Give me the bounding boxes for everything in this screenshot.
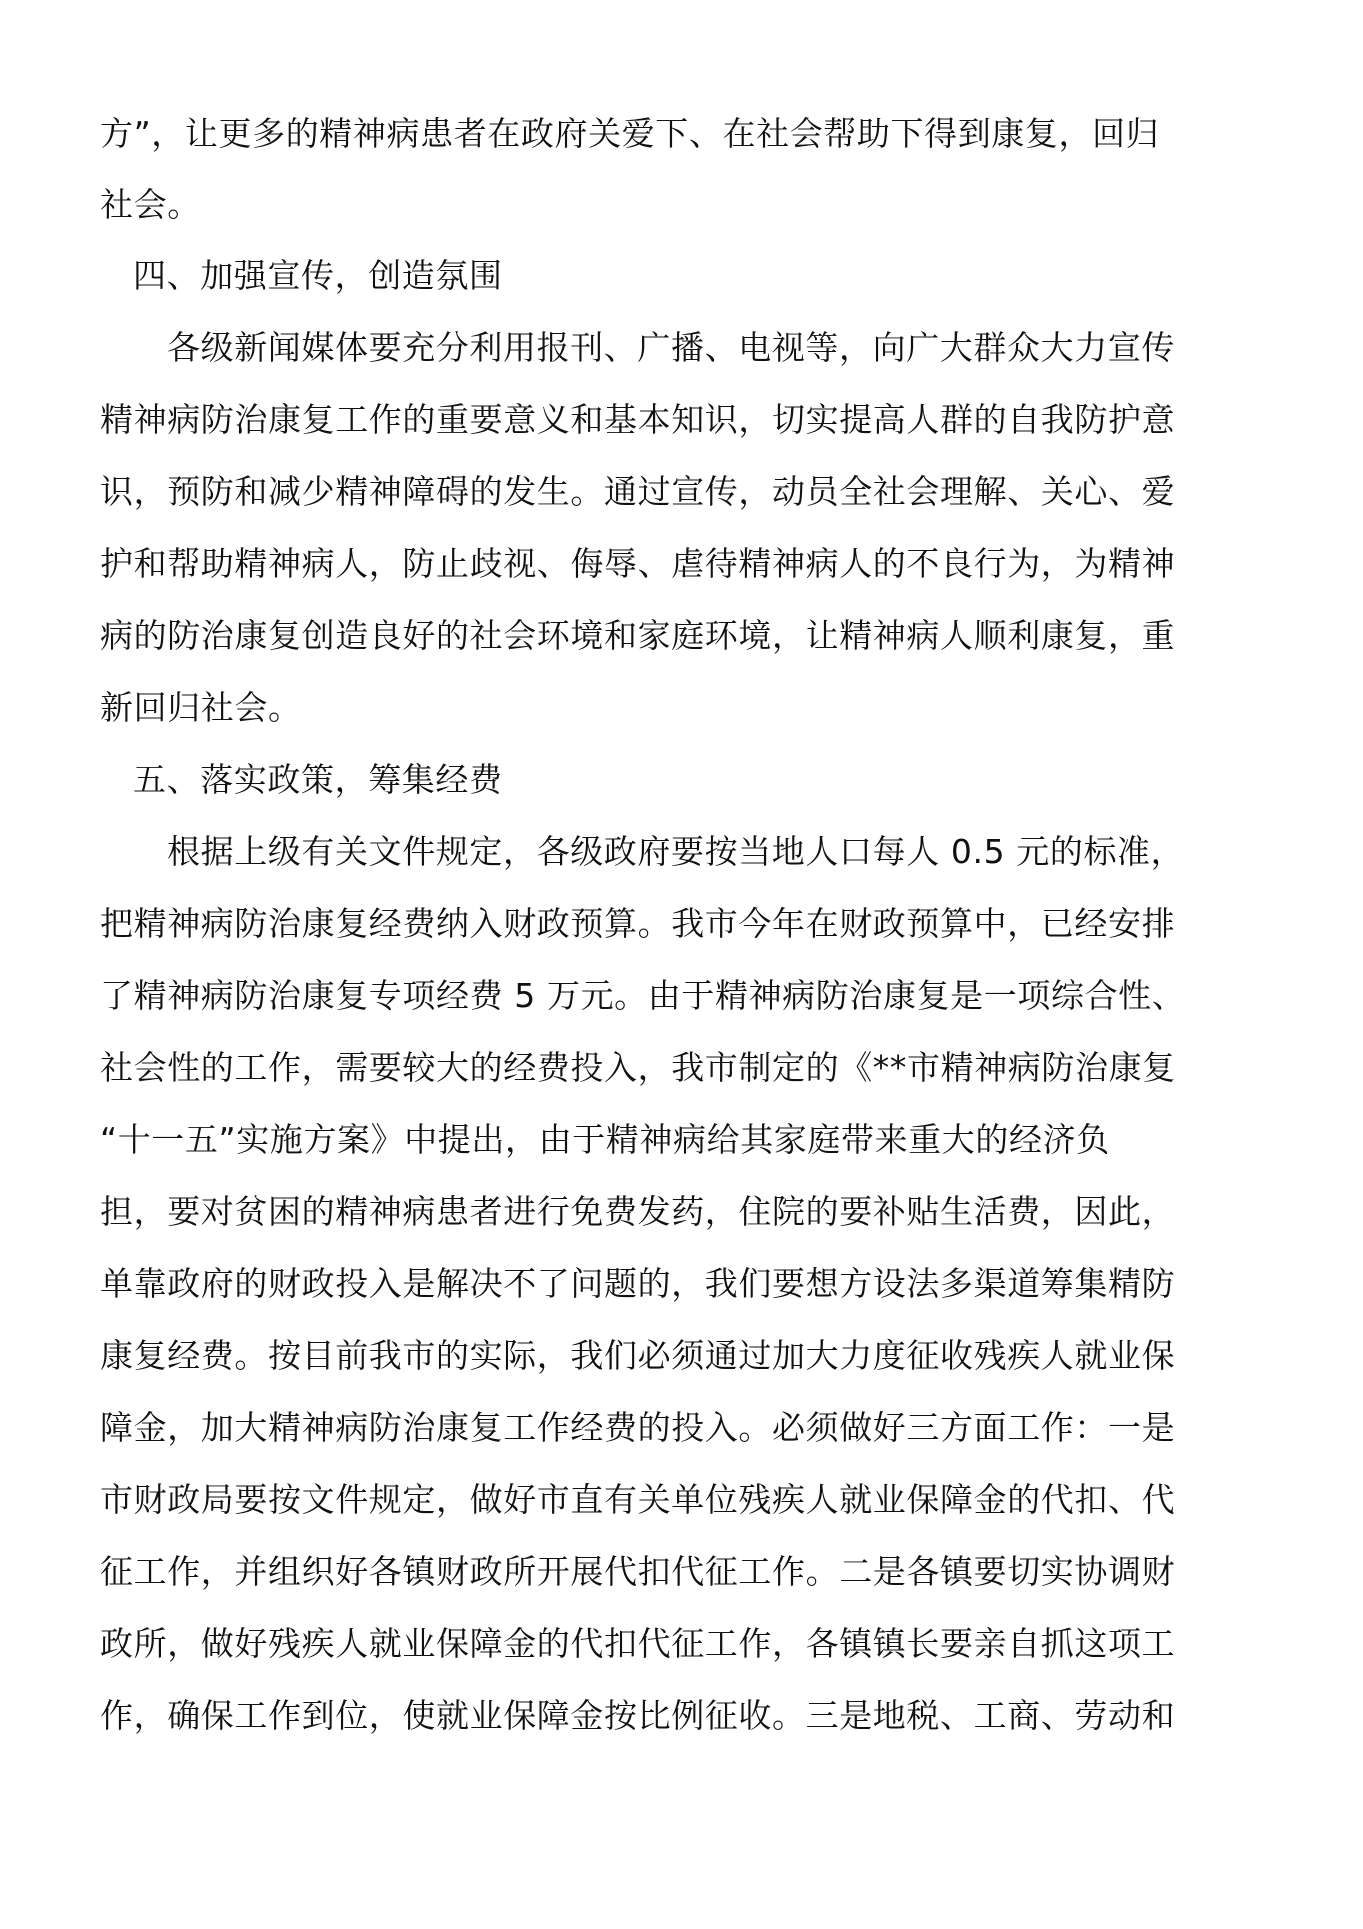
body-text-line: 市财政局要按文件规定，做好市直有关单位残疾人就业保障金的代扣、代 [100, 1480, 1176, 1519]
body-text-line: 识，预防和减少精神障碍的发生。通过宣传，动员全社会理解、关心、爱 [100, 472, 1176, 511]
body-text-line: 精神病防治康复工作的重要意义和基本知识，切实提高人群的自我防护意 [100, 400, 1176, 439]
body-text-line: 病的防治康复创造良好的社会环境和家庭环境，让精神病人顺利康复，重 [100, 616, 1176, 655]
body-text-line: 作，确保工作到位，使就业保障金按比例征收。三是地税、工商、劳动和 [100, 1696, 1176, 1735]
body-text-line: 新回归社会。 [100, 688, 302, 727]
body-text-line: “十一五”实施方案》中提出，由于精神病给其家庭带来重大的经济负 [100, 1120, 1110, 1159]
body-text-line: 康复经费。按目前我市的实际，我们必须通过加大力度征收残疾人就业保 [100, 1336, 1176, 1375]
section-heading: 五、落实政策，筹集经费 [133, 760, 503, 799]
body-text-line: 障金，加大精神病防治康复工作经费的投入。必须做好三方面工作：一是 [100, 1408, 1176, 1447]
body-text-line: 根据上级有关文件规定，各级政府要按当地人口每人 0.5 元的标准， [167, 832, 1185, 871]
body-text-line: 单靠政府的财政投入是解决不了问题的，我们要想方设法多渠道筹集精防 [100, 1264, 1176, 1303]
body-text-line: 社会性的工作，需要较大的经费投入，我市制定的《**市精神病防治康复 [100, 1048, 1176, 1087]
body-text-line: 把精神病防治康复经费纳入财政预算。我市今年在财政预算中，已经安排 [100, 904, 1176, 943]
section-heading: 四、加强宣传，创造氛围 [133, 256, 503, 295]
body-text-line: 社会。 [100, 185, 201, 224]
body-text-line: 征工作，并组织好各镇财政所开展代扣代征工作。二是各镇要切实协调财 [100, 1552, 1176, 1591]
body-text-line: 方”，让更多的精神病患者在政府关爱下、在社会帮助下得到康复，回归 [100, 114, 1160, 153]
body-text-line: 护和帮助精神病人，防止歧视、侮辱、虐待精神病人的不良行为，为精神 [100, 544, 1176, 583]
body-text-line: 担，要对贫困的精神病患者进行免费发药，住院的要补贴生活费，因此， [100, 1192, 1176, 1231]
body-text-line: 了精神病防治康复专项经费 5 万元。由于精神病防治康复是一项综合性、 [100, 976, 1186, 1015]
body-text-line: 各级新闻媒体要充分利用报刊、广播、电视等，向广大群众大力宣传 [167, 328, 1175, 367]
body-text-line: 政所，做好残疾人就业保障金的代扣代征工作，各镇镇长要亲自抓这项工 [100, 1624, 1176, 1663]
